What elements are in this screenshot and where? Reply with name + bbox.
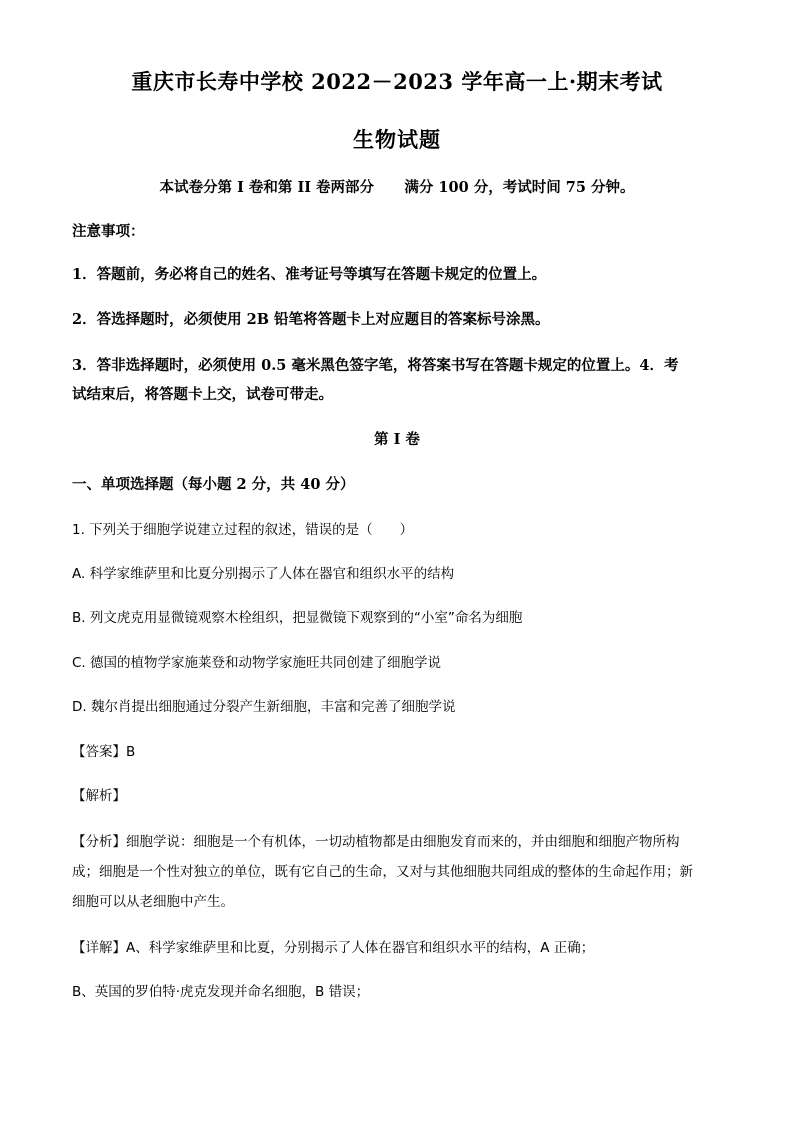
note-item-3-cont: 试结束后，将答题卡上交，试卷可带走。 (72, 386, 333, 403)
question-1-option-d: D. 魏尔肖提出细胞通过分裂产生新细胞，丰富和完善了细胞学说 (72, 699, 456, 715)
analysis-label: 【解析】 (72, 788, 126, 804)
question-1-option-c: C. 德国的植物学家施莱登和动物学家施旺共同创建了细胞学说 (72, 655, 442, 671)
notes-heading: 注意事项： (72, 223, 145, 240)
note-item-2: 2．答选择题时，必须使用 2B 铅笔将答题卡上对应题目的答案标号涂黑。 (72, 311, 550, 328)
part-label: 第 I 卷 (374, 431, 420, 448)
exam-subtitle: 生物试题 (353, 127, 441, 152)
answer-line (72, 742, 722, 762)
analysis-line-3: 细胞可以从老细胞中产生。 (72, 894, 234, 910)
detail-line-2: B、英国的罗伯特·虎克发现并命名细胞，B 错误； (72, 984, 370, 1000)
note-item-1: 1．答题前，务必将自己的姓名、准考证号等填写在答题卡规定的位置上。 (72, 266, 547, 283)
question-1-option-b: B. 列文虎克用显微镜观察木栓组织，把显微镜下观察到的“小室”命名为细胞 (72, 610, 523, 626)
answer-label: 【答案】 (72, 744, 126, 760)
exam-intro: 本试卷分第 I 卷和第 II 卷两部分 满分 100 分，考试时间 75 分钟。 (159, 179, 635, 196)
analysis-line-2: 成；细胞是一个性对独立的单位，既有它自己的生命，又对与其他细胞共同组成的整体的生命起作用；新 (72, 864, 693, 880)
section-heading: 一、单项选择题（每小题 2 分，共 40 分） (72, 476, 355, 493)
detail-line-1: 【详解】A、科学家维萨里和比夏，分别揭示了人体在器官和组织水平的结构，A 正确； (72, 940, 595, 956)
answer-value: B (126, 744, 136, 760)
analysis-line-1: 【分析】细胞学说：细胞是一个有机体，一切动植物都是由细胞发育而来的，并由细胞和细胞产物所构 (72, 834, 680, 850)
question-1-option-a: A. 科学家维萨里和比夏分别揭示了人体在器官和组织水平的结构 (72, 566, 455, 582)
note-item-3: 3．答非选择题时，必须使用 0.5 毫米黑色签字笔，将答案书写在答题卡规定的位置上。4．考 (72, 357, 679, 374)
question-1-stem: 1. 下列关于细胞学说建立过程的叙述，错误的是（ ） (72, 522, 414, 538)
exam-title: 重庆市长寿中学校 2022－2023 学年高一上·期末考试 (131, 69, 663, 94)
